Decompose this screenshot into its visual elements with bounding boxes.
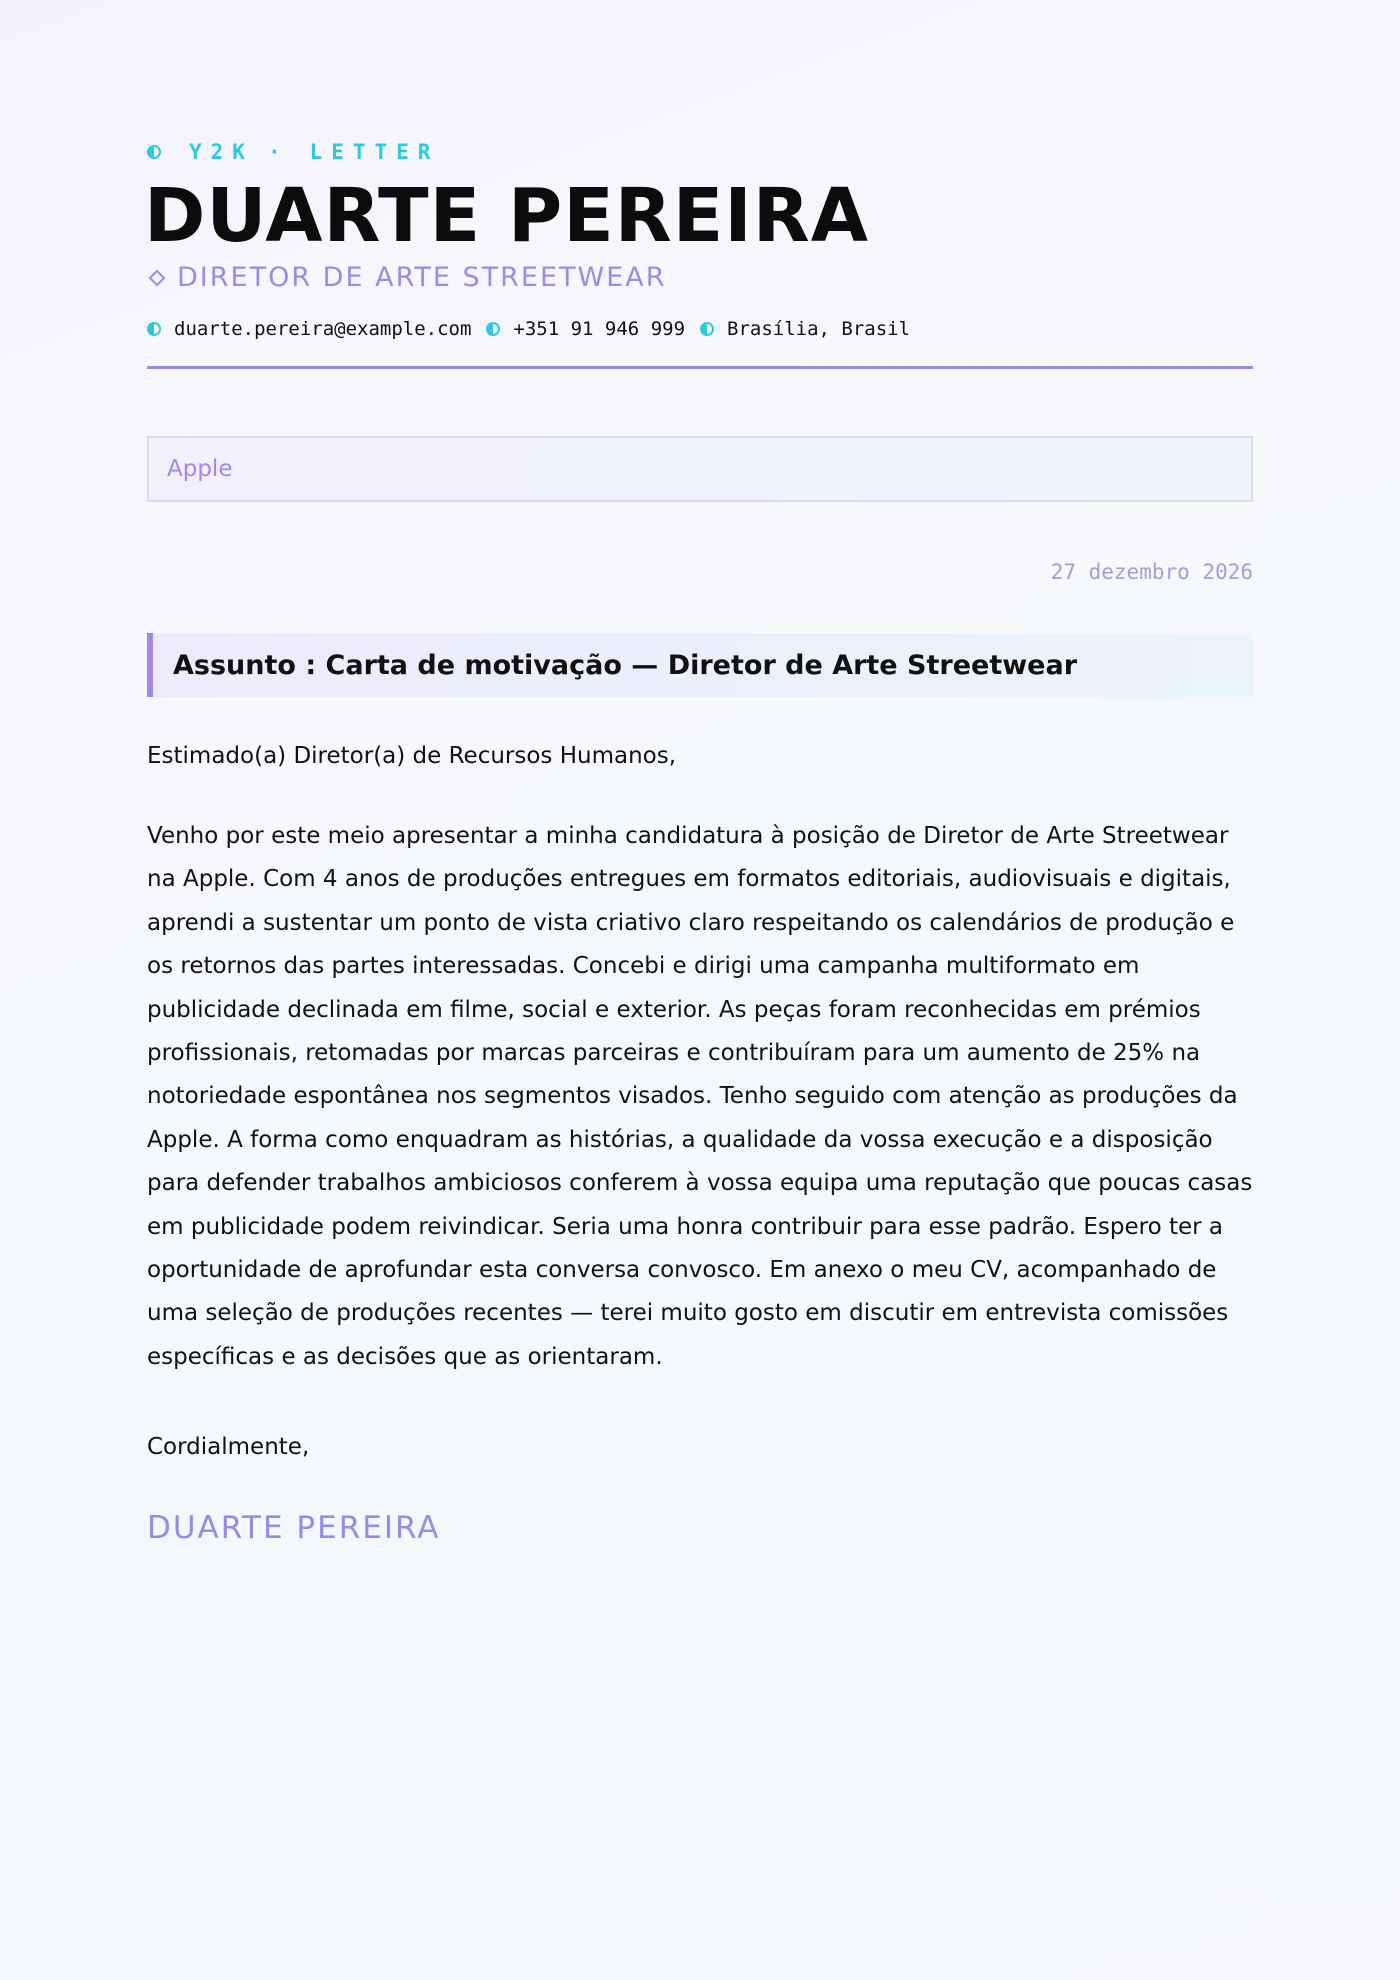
tagline-separator: ·: [267, 140, 290, 164]
signature: DUARTE PEREIRA: [147, 1510, 441, 1546]
closing: Cordialmente,: [147, 1434, 310, 1460]
half-circle-icon: [486, 322, 500, 336]
applicant-name: DUARTE PEREIRA: [144, 173, 870, 259]
tagline-left: Y2K: [189, 140, 254, 164]
half-circle-icon: [147, 145, 161, 159]
half-circle-icon: [700, 322, 714, 336]
tagline-right: LETTER: [309, 140, 440, 164]
half-circle-icon: [147, 322, 161, 336]
contact-email[interactable]: duarte.pereira@example.com: [174, 318, 472, 340]
recipient-company: Apple: [167, 456, 233, 482]
subject-text: Assunto : Carta de motivação — Diretor de Arte Streetwear: [173, 649, 1078, 681]
subject-banner: [147, 633, 1253, 697]
job-title: [147, 262, 666, 293]
contact-line: [147, 318, 925, 340]
letter-date: 27 dezembro 2026: [1050, 560, 1253, 584]
job-title-text: DIRETOR DE ARTE STREETWEAR: [177, 262, 667, 293]
tagline: [147, 140, 439, 164]
letter-body: Venho por este meio apresentar a minha candidatura à posição de Diretor de Arte Streetwear na Apple. Com 4 anos de produções entregues em formatos editoriais, audiovisuais e digitais, aprendi a sustentar um ponto de vista criativo claro respeitando os calendários de produção e os retornos das partes interessadas. Concebi e dirigi uma campanha multiformato em publicidade declinada em filme, social e exterior. As peças foram reconhecidas em prémios profissionais, retomadas por marcas parceiras e contribuíram para um aumento de 25% na notoriedade espontânea nos segmentos visados. Tenho seguido com atenção as produções da Apple. A forma como enquadram as histórias, a qualidade da vossa execução e a disposição para defender trabalhos ambiciosos conferem à vossa equipa uma reputação que poucas casas em publicidade podem reivindicar. Seria uma honra contribuir para esse padrão. Espero ter a oportunidade de aprofundar esta conversa convosco. Em anexo o meu CV, acompanhado de uma seleção de produções recentes — terei muito gosto em discutir em entrevista comissões específicas e as decisões que as orientaram.: [147, 823, 1253, 1370]
recipient-company-box: [147, 436, 1253, 502]
contact-location: Brasília, Brasil: [727, 318, 911, 340]
header-divider: [147, 366, 1253, 369]
diamond-icon: [149, 269, 166, 286]
cover-letter: [144, 0, 1253, 1980]
contact-phone[interactable]: +351 91 946 999: [513, 318, 686, 340]
salutation: Estimado(a) Diretor(a) de Recursos Humanos,: [147, 743, 677, 769]
